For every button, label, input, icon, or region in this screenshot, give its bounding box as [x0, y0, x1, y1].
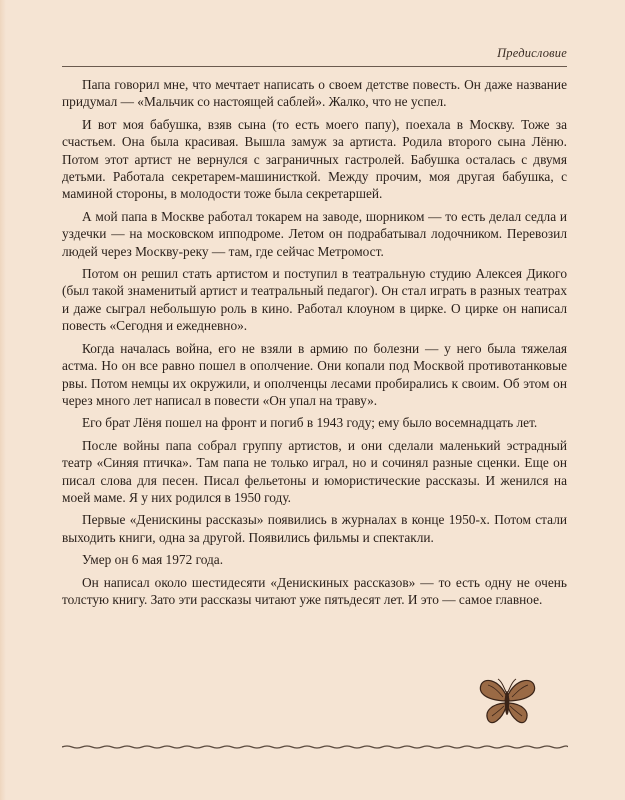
- paragraph: После войны папа собрал группу артистов, и они сделали маленький эстрадный театр «Синяя птичка». Там папа не только играл, но и сочинял разные сценки. Еще он писал слова для песен. Писал фельетоны и юмористические рассказы. И женился на моей маме. Я у них родился в 1950 году.: [62, 437, 567, 505]
- paragraph: Потом он решил стать артистом и поступил в театральную студию Алексея Дикого (был такой знаменитый артист и театральный педагог). Он стал играть в разных театрах и даже сыграл небольшую роль в кино. Работал клоуном в цирке. О цирке он написал повесть «Сегодня и ежедневно».: [62, 266, 567, 334]
- butterfly-icon: [476, 673, 538, 731]
- paragraph: Его брат Лёня пошел на фронт и погиб в 1943 году; ему было восемнадцать лет.: [82, 415, 538, 431]
- paragraph: Когда началась война, его не взяли в армию по болезни — у него была тяжелая астма. Но он все равно пошел в ополчение. Они копали под Москвой противотанковые рвы. Потом немцы их окружили, и ополченцы лесами пробирались к своим. Об этом он через много лет написал в повести «Он упал на траву».: [62, 340, 567, 408]
- paragraph: Умер он 6 мая 1972 года.: [82, 552, 224, 568]
- paragraph: И вот моя бабушка, взяв сына (то есть моего папу), поехала в Москву. Тоже за счастьем. Она была красивая. Вышла замуж за артиста. Родила второго сына Лёню. Потом этот артист не вернулся с заграничных гастролей. Бабушка осталась с двумя детьми. Работала секретарем-машинисткой. Между прочим, моя другая бабушка, с маминой стороны, в молодости тоже была секретаршей.: [62, 116, 567, 202]
- header-rule: [62, 66, 567, 67]
- paragraph: Он написал около шестидесяти «Денискиных рассказов» — то есть одну не очень толстую книгу. Зато эти рассказы читают уже пятьдесят лет. И это — самое главное.: [62, 574, 567, 607]
- running-title: Предисловие: [497, 46, 567, 60]
- paragraph: А мой папа в Москве работал токарем на заводе, шорником — то есть делал седла и уздечки — на московском ипподроме. Летом он подрабатывал лодочником. Перевозил людей через Москву-реку — там, где сейчас Метромост.: [62, 208, 567, 259]
- bottom-ornament-rule: [62, 744, 568, 750]
- paragraph: Папа говорил мне, что мечтает написать о своем детстве повесть. Он даже название придумал — «Мальчик со настоящей саблей». Жалко, что не успел.: [62, 77, 567, 110]
- paragraph: Первые «Денискины рассказы» появились в журналах в конце 1950-х. Потом стали выходить книги, одна за другой. Появились фильмы и спектакли.: [62, 512, 567, 545]
- body-text: [62, 76, 567, 613]
